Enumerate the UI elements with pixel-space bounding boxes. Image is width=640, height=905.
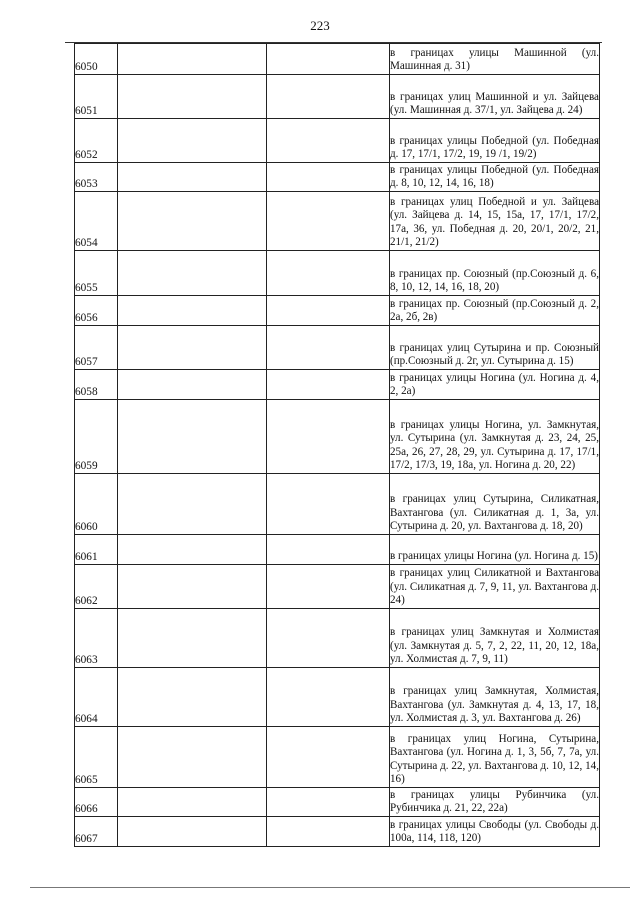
- empty-cell: [118, 44, 267, 75]
- district-number: 6060: [75, 474, 118, 535]
- empty-cell: [267, 668, 390, 727]
- page-number: 223: [310, 18, 330, 33]
- district-number: 6056: [75, 296, 118, 326]
- boundary-description: в границах улицы Победной (ул. Победная д. 8, 10, 12, 14, 16, 18): [390, 163, 600, 192]
- table-row: [75, 119, 600, 163]
- district-number: 6054: [75, 192, 118, 251]
- district-number: 6067: [75, 817, 118, 847]
- empty-cell: [118, 400, 267, 474]
- empty-cell: [118, 788, 267, 817]
- empty-cell: [118, 535, 267, 565]
- table-row: [75, 400, 600, 474]
- empty-cell: [118, 75, 267, 119]
- district-number: 6061: [75, 535, 118, 565]
- empty-cell: [267, 370, 390, 400]
- boundary-description: в границах пр. Союзный (пр.Союзный д. 6, 8, 10, 12, 14, 16, 18, 20): [390, 251, 600, 296]
- empty-cell: [118, 817, 267, 847]
- table-body: [75, 44, 600, 847]
- boundary-description: в границах улицы Ногина (ул. Ногина д. 15): [390, 535, 600, 565]
- empty-cell: [118, 565, 267, 609]
- boundary-description: в границах улиц Сутырина, Силикатная, Вахтангова (ул. Силикатная д. 1, 3а, ул. Сутырина д. 20, ул. Вахтангова д. 18, 20): [390, 474, 600, 535]
- empty-cell: [267, 163, 390, 192]
- empty-cell: [267, 192, 390, 251]
- district-number: 6066: [75, 788, 118, 817]
- district-number: 6055: [75, 251, 118, 296]
- empty-cell: [118, 192, 267, 251]
- boundary-description: в границах улиц Победной и ул. Зайцева (ул. Зайцева д. 14, 15, 15а, 17, 17/1, 17/2, 17а, 36, ул. Победная д. 20, 20/1, 20/2, 21, 21/1, 21/2): [390, 192, 600, 251]
- table-row: [75, 192, 600, 251]
- boundary-description: в границах пр. Союзный (пр.Союзный д. 2, 2а, 2б, 2в): [390, 296, 600, 326]
- empty-cell: [267, 609, 390, 668]
- table-row: [75, 163, 600, 192]
- boundary-description: в границах улиц Машинной и ул. Зайцева (ул. Машинная д. 37/1, ул. Зайцева д. 24): [390, 75, 600, 119]
- boundary-description: в границах улицы Машинной (ул. Машинная д. 31): [390, 44, 600, 75]
- empty-cell: [118, 668, 267, 727]
- polling-district-table: [74, 43, 600, 847]
- boundary-description: в границах улицы Ногина, ул. Замкнутая, ул. Сутырина (ул. Замкнутая д. 23, 24, 25, 25а, 26, 27, 28, 29, ул. Сутырина д. 17, 17/1, 17/2, 17/3, 19, 18а, ул. Ногина д. 20, 22): [390, 400, 600, 474]
- boundary-description: в границах улицы Ногина (ул. Ногина д. 4, 2, 2а): [390, 370, 600, 400]
- boundary-description: в границах улиц Силикатной и Вахтангова (ул. Силикатная д. 7, 9, 11, ул. Вахтангова д. 24): [390, 565, 600, 609]
- empty-cell: [267, 296, 390, 326]
- table-row: [75, 296, 600, 326]
- boundary-description: в границах улиц Замкнутая и Холмистая (ул. Замкнутая д. 5, 7, 2, 22, 11, 20, 12, 18а, ул. Холмистая д. 7, 9, 11): [390, 609, 600, 668]
- empty-cell: [267, 75, 390, 119]
- table-row: [75, 44, 600, 75]
- boundary-description: в границах улицы Рубинчика (ул. Рубинчика д. 21, 22, 22а): [390, 788, 600, 817]
- boundary-description: в границах улиц Замкнутая, Холмистая, Вахтангова (ул. Замкнутая д. 4, 13, 17, 18, ул. Холмистая д. 3, ул. Вахтангова д. 26): [390, 668, 600, 727]
- district-number: 6058: [75, 370, 118, 400]
- empty-cell: [267, 326, 390, 370]
- empty-cell: [267, 727, 390, 788]
- table-row: [75, 788, 600, 817]
- empty-cell: [267, 400, 390, 474]
- district-number: 6064: [75, 668, 118, 727]
- empty-cell: [267, 474, 390, 535]
- empty-cell: [267, 119, 390, 163]
- table-row: [75, 474, 600, 535]
- empty-cell: [267, 788, 390, 817]
- empty-cell: [118, 119, 267, 163]
- empty-cell: [118, 251, 267, 296]
- empty-cell: [118, 609, 267, 668]
- table-row: [75, 668, 600, 727]
- empty-cell: [267, 535, 390, 565]
- empty-cell: [118, 370, 267, 400]
- empty-cell: [118, 474, 267, 535]
- table-row: [75, 727, 600, 788]
- table-row: [75, 251, 600, 296]
- table-row: [75, 817, 600, 847]
- table-row: [75, 326, 600, 370]
- table-row: [75, 565, 600, 609]
- empty-cell: [267, 565, 390, 609]
- district-number: 6059: [75, 400, 118, 474]
- district-number: 6053: [75, 163, 118, 192]
- district-number: 6051: [75, 75, 118, 119]
- table-row: [75, 535, 600, 565]
- boundary-description: в границах улицы Победной (ул. Победная д. 17, 17/1, 17/2, 19, 19 /1, 19/2): [390, 119, 600, 163]
- table-row: [75, 370, 600, 400]
- boundary-description: в границах улиц Сутырина и пр. Союзный (пр.Союзный д. 2г, ул. Сутырина д. 15): [390, 326, 600, 370]
- district-number: 6052: [75, 119, 118, 163]
- table-row: [75, 609, 600, 668]
- district-number: 6062: [75, 565, 118, 609]
- empty-cell: [118, 727, 267, 788]
- empty-cell: [267, 44, 390, 75]
- table-row: [75, 75, 600, 119]
- empty-cell: [267, 251, 390, 296]
- boundary-description: в границах улиц Ногина, Сутырина, Вахтангова (ул. Ногина д. 1, 3, 5б, 7, 7а, ул. Сутырина д. 22, ул. Вахтангова д. 10, 12, 14, 16): [390, 727, 600, 788]
- boundary-description: в границах улицы Свободы (ул. Свободы д. 100а, 114, 118, 120): [390, 817, 600, 847]
- district-number: 6057: [75, 326, 118, 370]
- district-number: 6065: [75, 727, 118, 788]
- footer-rule: [30, 887, 630, 888]
- district-number: 6050: [75, 44, 118, 75]
- district-number: 6063: [75, 609, 118, 668]
- empty-cell: [118, 163, 267, 192]
- empty-cell: [267, 817, 390, 847]
- empty-cell: [118, 296, 267, 326]
- empty-cell: [118, 326, 267, 370]
